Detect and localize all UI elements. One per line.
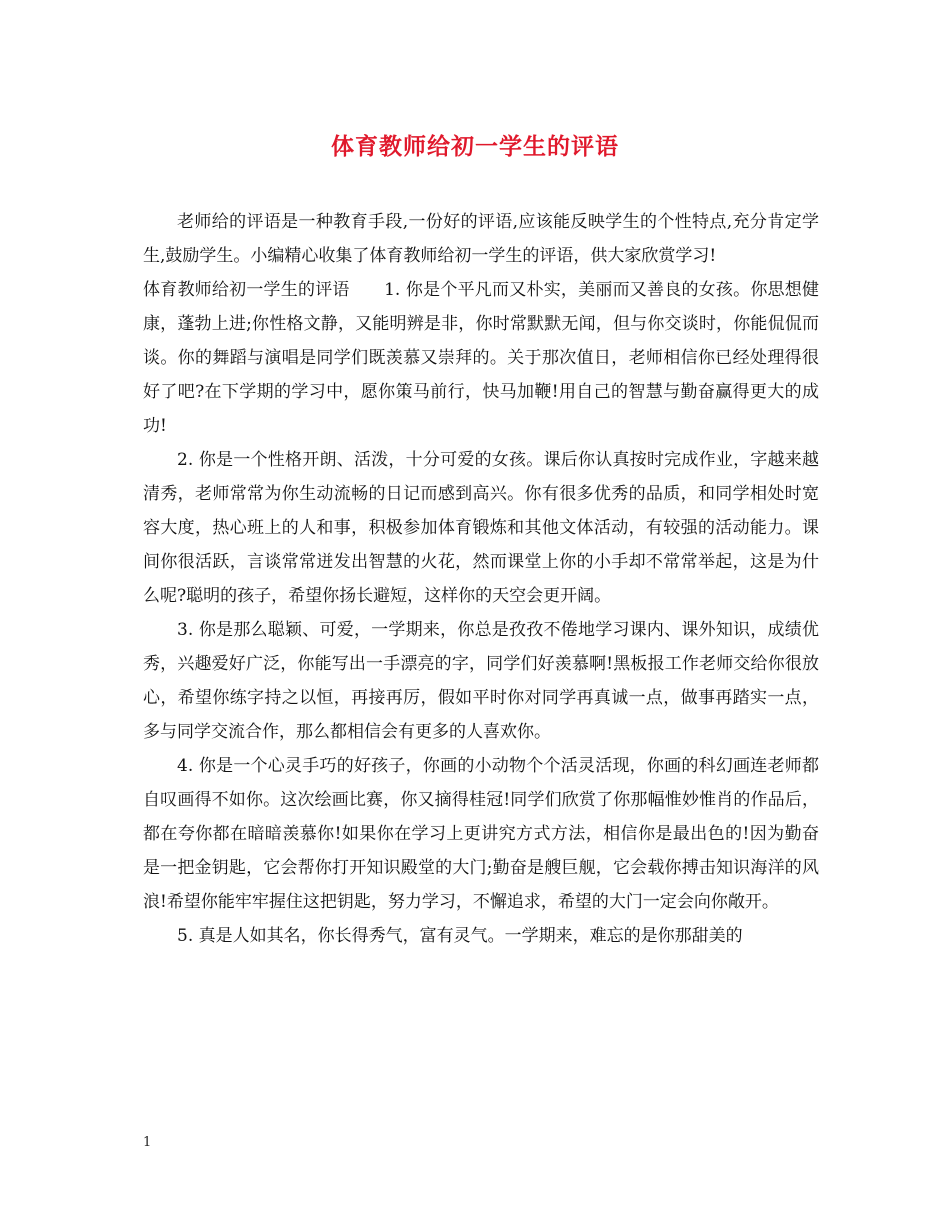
document-body (143, 205, 819, 953)
paragraph-comment-5: 5. 真是人如其名，你长得秀气，富有灵气。一学期来，难忘的是你那甜美的 (177, 926, 743, 946)
paragraph-comment-3: 3. 你是那么聪颖、可爱，一学期来，你总是孜孜不倦地学习课内、课外知识，成绩优秀，兴趣爱好广泛，你能写出一手漂亮的字，同学们好羡慕啊!黑板报工作老师交给你很放心，希望你练字持之以恒，再接再厉，假如平时你对同学再真诚一点，做事再踏实一点，多与同学交流合作，那么都相信会有更多的人喜欢你。 (143, 620, 819, 742)
paragraph-comment-4: 4. 你是一个心灵手巧的好孩子，你画的小动物个个活灵活现，你画的科幻画连老师都自叹画得不如你。这次绘画比赛，你又摘得桂冠!同学们欣赏了你那幅惟妙惟肖的作品后，都在夸你都在暗暗羡慕你!如果你在学习上更讲究方式方法，相信你是最出色的!因为勤奋是一把金钥匙，它会帮你打开知识殿堂的大门;勤奋是艘巨舰，它会载你搏击知识海洋的风浪!希望你能牢牢握住这把钥匙，努力学习，不懈追求，希望的大门一定会向你敞开。 (143, 756, 819, 912)
document-title: 体育教师给初一学生的评语 (331, 133, 619, 160)
paragraph-intro: 老师给的评语是一种教育手段,一份好的评语,应该能反映学生的个性特点,充分肯定学生,鼓励学生。小编精心收集了体育教师给初一学生的评语，供大家欣赏学习! (143, 212, 819, 266)
paragraph-comment-2: 2. 你是一个性格开朗、活泼，十分可爱的女孩。课后你认真按时完成作业，字越来越清秀，老师常常为你生动流畅的日记而感到高兴。你有很多优秀的品质，和同学相处时宽容大度，热心班上的人和事，积极参加体育锻炼和其他文体活动，有较强的活动能力。课间你很活跃，言谈常常迸发出智慧的火花，然而课堂上你的小手却不常常举起，这是为什么呢?聪明的孩子，希望你扬长避短，这样你的天空会更开阔。 (143, 450, 819, 606)
page-number: 1 (143, 1135, 152, 1150)
paragraph-comment-1: 体育教师给初一学生的评语 1. 你是个平凡而又朴实，美丽而又善良的女孩。你思想健康，蓬勃上进;你性格文静，又能明辨是非，你时常默默无闻，但与你交谈时，你能侃侃而谈。你的舞蹈与演唱是同学们既羡慕又崇拜的。关于那次值日，老师相信你已经处理得很好了吧?在下学期的学习中，愿你策马前行，快马加鞭!用自己的智慧与勤奋赢得更大的成功! (143, 280, 819, 436)
